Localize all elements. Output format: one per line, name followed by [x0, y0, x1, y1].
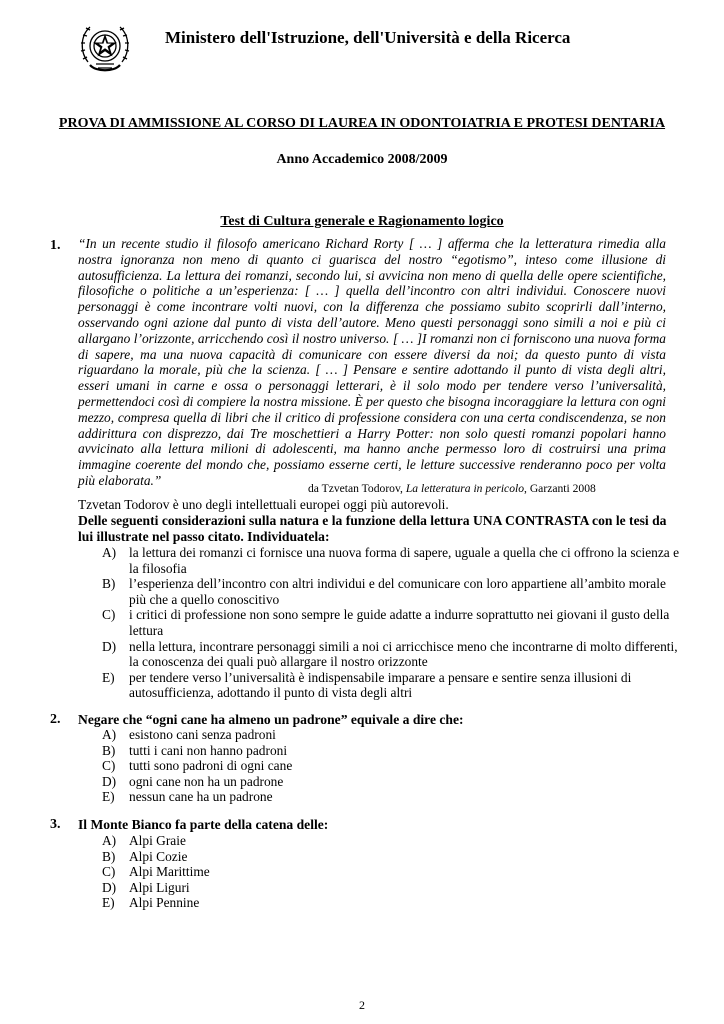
- option-text: l’esperienza dell’incontro con altri individui e del comunicare con loro appartiene all’ambito morale più che a quello conoscitivo: [129, 576, 666, 607]
- question-1-passage: “In un recente studio il filosofo americano Richard Rorty [ … ] afferma che la letteratura rimedia alla nostra ignoranza non meno di quanto ci guarisca del nostro “egotismo”, inteso come illusione di autosufficienza. La lettura dei romanzi, secondo lui, si avvicina non meno di quella delle opere scientifiche, filosofiche o politiche a un’esperienza: [ … ] quella dell’incontro con altri individui. Conoscere nuovi personaggi è come incontrare volti nuovi, con la differenza che possiamo subito scoprirli dall’interno, osservando ogni azione dal punto di vista dell’autore. Meno questi personaggi sono simili a noi e più ci allargano l’orizzonte, arricchendo così il nostro universo. [ … ]I romanzi non ci forniscono una nuova forma di sapere, ma una nuova capacità di comunicare con essere diversi da noi; da questo punto di vista riguardano la morale, più che la scienza. [ … ] Pensare e sentire adottando il punto di vista degli altri, esseri umani in carne e ossa o personaggi letterari, è il solo modo per tendere verso l’universalità, permettendoci così di compiere la nostra missione. È per questo che bisogna incoraggiare la lettura con ogni mezzo, compresa quella di libri che il critico di professione considera con una certa condiscendenza, se non addirittura con disprezzo, dai Tre moschettieri a Harry Potter: non solo questi romanzi popolari hanno avvicinato alla lettura milioni di adolescenti, ma hanno anche permesso loro di costruirsi una prima immagine coerente del mondo che, possiamo esserne certi, le letture successive renderanno poco per volta più elaborata.”: [78, 236, 666, 488]
- option-text: i critici di professione non sono sempre le guide adatte a indurre soprattutto nei giovani il gusto della lettura: [129, 607, 670, 638]
- option-item[interactable]: [102, 639, 682, 670]
- exam-title: PROVA DI AMMISSIONE AL CORSO DI LAUREA IN ODONTOIATRIA E PROTESI DENTARIA: [58, 116, 666, 131]
- author-note: Tzvetan Todorov è uno degli intellettuali europei oggi più autorevoli.: [78, 497, 449, 512]
- option-text: esistono cani senza padroni: [129, 727, 276, 742]
- option-item[interactable]: [102, 880, 682, 896]
- option-item[interactable]: [102, 670, 682, 701]
- option-text: la lettura dei romanzi ci fornisce una nuova forma di sapere, uguale a quella che ci offrono la scienza e la filosofia: [129, 545, 680, 576]
- question-2-number: 2.: [50, 712, 61, 727]
- option-item[interactable]: [102, 849, 682, 865]
- option-letter: D): [102, 773, 117, 789]
- academic-year: Anno Accademico 2008/2009: [276, 152, 448, 167]
- option-letter: E): [102, 669, 115, 685]
- option-text: tutti sono padroni di ogni cane: [129, 758, 293, 774]
- option-text: per tendere verso l’universalità è indispensabile imparare a pensare e sentire senza illusioni di autosufficienza, adottando il punto di vista degli altri: [129, 669, 632, 701]
- option-letter: C): [102, 607, 116, 623]
- option-text: Alpi Cozie: [129, 848, 188, 864]
- option-letter: C): [102, 864, 116, 880]
- question-1-options: [102, 545, 682, 701]
- option-item[interactable]: [102, 727, 682, 743]
- source-prefix: da Tzvetan Todorov,: [308, 482, 406, 495]
- option-letter: D): [102, 879, 117, 895]
- option-letter: A): [102, 545, 117, 560]
- option-item[interactable]: [102, 576, 682, 607]
- question-1-text: Delle seguenti considerazioni sulla natura e la funzione della lettura UNA CONTRASTA con le tesi da lui illustrate nel passo citato. Individuatela:: [78, 513, 667, 544]
- option-text: Alpi Graie: [129, 833, 186, 848]
- option-item[interactable]: [102, 607, 682, 638]
- page-number: 2: [359, 998, 365, 1012]
- option-letter: A): [102, 727, 117, 742]
- option-text: ogni cane non ha un padrone: [129, 773, 284, 789]
- option-item[interactable]: [102, 833, 682, 849]
- option-letter: B): [102, 576, 116, 592]
- passage-source: [308, 482, 596, 495]
- question-2-options: [102, 727, 682, 805]
- option-letter: B): [102, 742, 116, 758]
- option-letter: C): [102, 758, 116, 774]
- option-item[interactable]: [102, 545, 682, 576]
- italian-republic-emblem-icon: [78, 18, 132, 76]
- option-item[interactable]: [102, 864, 682, 880]
- ministry-title: Ministero dell'Istruzione, dell'Università e della Ricerca: [165, 28, 571, 47]
- question-2-text: Negare che “ogni cane ha almeno un padrone” equivale a dire che:: [78, 712, 464, 727]
- question-3-options: [102, 833, 682, 911]
- option-letter: E): [102, 789, 115, 805]
- question-3-number: 3.: [50, 817, 61, 832]
- option-item[interactable]: [102, 789, 682, 805]
- option-text: tutti i cani non hanno padroni: [129, 742, 288, 758]
- test-section-title: Test di Cultura generale e Ragionamento logico: [220, 214, 504, 229]
- option-text: Alpi Liguri: [129, 879, 190, 895]
- question-1-number: 1.: [50, 238, 61, 253]
- option-item[interactable]: [102, 895, 682, 911]
- option-letter: A): [102, 833, 117, 848]
- source-book-title: La letteratura in pericolo: [405, 482, 525, 495]
- option-item[interactable]: [102, 758, 682, 774]
- source-suffix: , Garzanti 2008: [524, 482, 596, 495]
- option-text: nella lettura, incontrare personaggi simili a noi ci arricchisce meno che incontrarne di molto differenti, la conoscenza dei quali può allargare il nostro orizzonte: [129, 638, 678, 670]
- option-letter: D): [102, 638, 117, 654]
- option-item[interactable]: [102, 743, 682, 759]
- question-3-text: Il Monte Bianco fa parte della catena delle:: [78, 817, 329, 832]
- option-item[interactable]: [102, 774, 682, 790]
- option-text: Alpi Pennine: [129, 895, 200, 911]
- option-text: nessun cane ha un padrone: [129, 789, 273, 805]
- option-letter: B): [102, 848, 116, 864]
- option-text: Alpi Marittime: [129, 864, 210, 880]
- option-letter: E): [102, 895, 115, 911]
